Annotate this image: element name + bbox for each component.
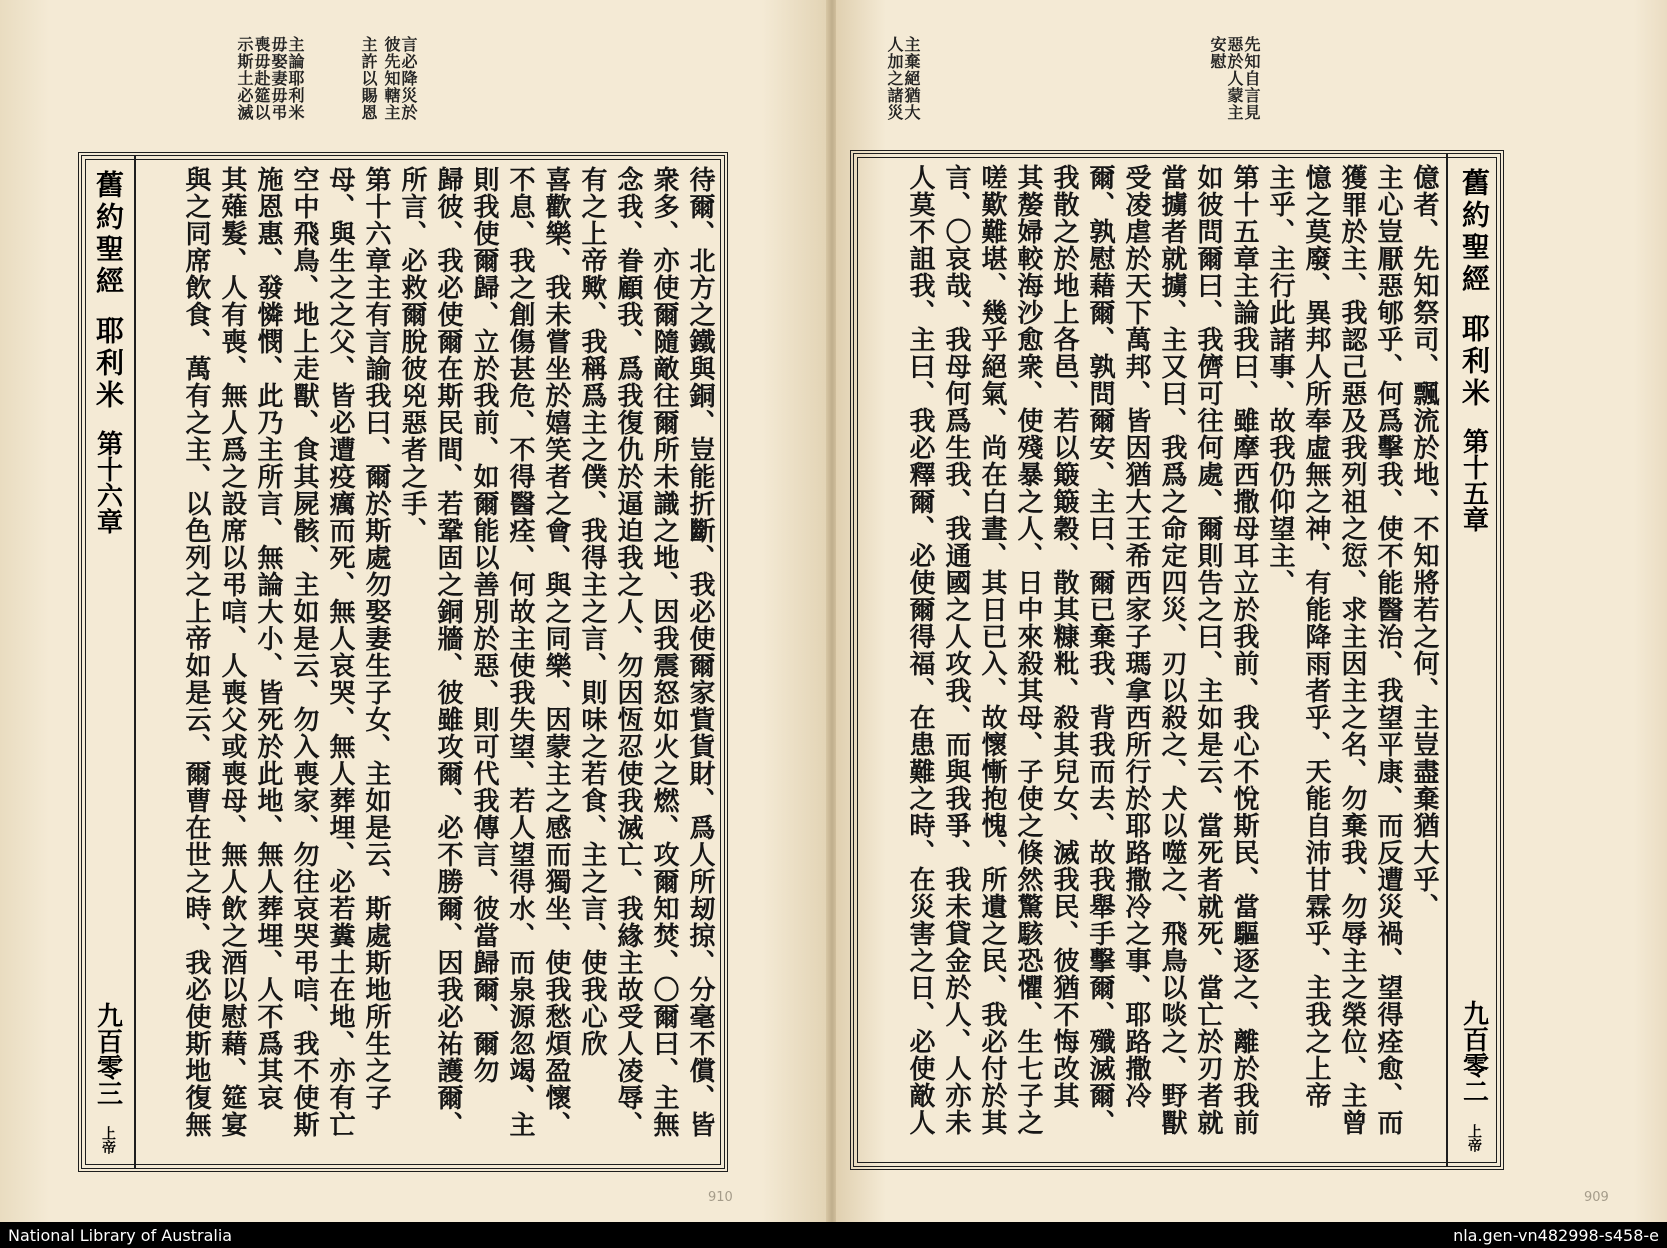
text-column: 衆多、亦使爾隨敵往爾所未識之地、因我震怒如火之燃、攻爾知焚、〇爾曰、主無	[649, 166, 679, 1138]
text-column: 歸彼、我必使爾在斯民間、若鞏固之銅牆、彼雖攻爾、必不勝爾、因我必祐護爾、	[433, 166, 463, 1138]
text-column: 母、與生之之父、皆必遭疫癘而死、無人哀哭、無人葬埋、必若糞土在地、亦有亡	[325, 166, 355, 1138]
sheet-number: 909	[1584, 1190, 1609, 1205]
text-column: 念我、眷顧我、爲我復仇於逼迫我之人、勿因恆忍使我滅亡、我緣主故受人凌辱、	[613, 166, 643, 1138]
text-column: 主乎、主行此諸事、故我仍仰望主、	[1265, 164, 1295, 596]
text-column: 嗟歎難堪、幾乎絕氣、尚在白晝、其日已入、故懷慚抱愧、所遺之民、我必付於其	[977, 164, 1007, 1136]
right-text-frame	[850, 150, 1504, 1170]
text-column: 空中飛鳥、地上走獸、食其屍骸、主如是云、勿入喪家、勿往哀哭弔唁、我不使斯	[289, 166, 319, 1138]
text-column: 當擄者就擄、主又曰、我爲之命定四災、刃以殺之、犬以噬之、飛鳥以啖之、野獸	[1157, 164, 1187, 1136]
text-column: 其薙髮、人有喪、無人爲之設席以弔唁、人喪父或喪母、無人飲之酒以慰藉、筵宴	[217, 166, 247, 1138]
running-title: 舊約聖經	[1458, 168, 1491, 296]
footer-institution: National Library of Australia	[8, 1225, 233, 1245]
text-column: 受凌虐於天下萬邦、皆因猶大王希西家子瑪拿西所行於耶路撒冷之事、耶路撒冷	[1121, 164, 1151, 1109]
left-text-frame	[78, 152, 728, 1172]
header-note: 主棄絕猶大人加之諸災	[885, 36, 921, 121]
right-running-head	[1446, 154, 1500, 1166]
text-column: 第十六章主有言諭我曰、爾於斯處勿娶妻生子女、主如是云、斯處斯地所生之子	[361, 166, 391, 1111]
text-column: 人莫不詛我、主曰、我必釋爾、必使爾得福、在患難之時、在災害之日、必使敵人	[905, 164, 935, 1136]
text-column: 喜歡樂、我未嘗坐於嬉笑者之會、與之同樂、因蒙主之感而獨坐、使我愁煩盈懷、	[541, 166, 571, 1138]
text-column: 如彼問爾曰、我儕可往何處、爾則告之曰、主如是云、當死者就死、當亡於刃者就	[1193, 164, 1223, 1136]
text-column: 其嫠婦較海沙愈衆、使殘暴之人、日中來殺其母、子使之倏然驚駭恐懼、生七子之	[1013, 164, 1043, 1136]
text-column: 憶之莫廢、異邦人所奉虛無之神、有能降雨者乎、天能自沛甘霖乎、主我之上帝	[1301, 164, 1331, 1109]
text-column: 所言、必救爾脫彼兇惡者之手、	[397, 166, 427, 544]
page-number: 九百零二	[1458, 1000, 1489, 1104]
left-body-columns	[140, 166, 718, 1158]
text-column: 與之同席飲食、萬有之主、以色列之上帝如是云、爾曹在世之時、我必使斯地復無	[181, 166, 211, 1138]
text-column: 則我使爾歸、立於我前、如爾能以善別於惡、則可代我傳言、彼當歸爾、爾勿	[469, 166, 499, 1084]
text-column: 不息、我之創傷甚危、不得醫痊、何故主使我失望、若人望得水、而泉源忽竭、主	[505, 166, 535, 1138]
right-page	[836, 0, 1667, 1222]
sheet-number: 910	[708, 1190, 733, 1205]
book-name: 耶利米	[92, 316, 125, 412]
left-running-head	[82, 156, 136, 1168]
left-header-notes	[235, 36, 418, 154]
text-column: 億者、先知祭司、飄流於地、不知將若之何、主豈盡棄猶大乎、	[1409, 164, 1439, 920]
left-page	[0, 0, 828, 1222]
text-column: 獲罪於主、我認己惡及我列祖之愆、求主因主之名、勿棄我、勿辱主之榮位、主曾	[1337, 164, 1367, 1136]
text-column: 第十五章主論我曰、雖摩西撒母耳立於我前、我心不悅斯民、當驅逐之、離於我前	[1229, 164, 1259, 1136]
header-note: 先知自言見惡於人蒙主安慰	[1208, 36, 1261, 121]
text-column: 有之上帝歟、我稱爲主之僕、我得主之言、則味之若食、主之言、使我心欣	[577, 166, 607, 1057]
footer-bar	[0, 1222, 1667, 1248]
text-column: 我散之於地上各邑、若以簸簸穀、散其糠粃、殺其兒女、滅我民、彼猶不悔改其	[1049, 164, 1079, 1109]
right-body-columns	[860, 164, 1442, 1156]
chapter-label: 第十六章	[92, 430, 123, 534]
chapter-label: 第十五章	[1458, 428, 1489, 532]
volume-label: 上帝	[100, 1126, 116, 1154]
running-title: 舊約聖經	[92, 170, 125, 298]
text-column: 爾、孰慰藉爾、孰問爾安、主曰、爾已棄我、背我而去、故我舉手擊爾、殲滅爾、	[1085, 164, 1115, 1136]
text-column: 施恩惠、發憐憫、此乃主所言、無論大小、皆死於此地、無人葬埋、人不爲其哀	[253, 166, 283, 1111]
book-name: 耶利米	[1458, 314, 1491, 410]
header-note: 主許以賜恩	[359, 36, 378, 121]
text-column: 主心豈厭惡郇乎、何爲擊我、使不能醫治、我望平康、而反遭災禍、望得痊愈、而	[1373, 164, 1403, 1136]
text-column: 待爾、北方之鐵與銅、豈能折斷、我必使爾家貲貨財、爲人所刼掠、分毫不償、皆	[685, 166, 715, 1138]
footer-identifier: nla.gen-vn482998-s458-e	[1453, 1225, 1659, 1245]
volume-label: 上帝	[1466, 1124, 1482, 1152]
header-note: 言必降災於彼先知轄主	[382, 36, 418, 121]
text-column: 言、〇哀哉、我母何爲生我、我通國之人攻我、而與我爭、我未貸金於人、人亦未	[941, 164, 971, 1136]
page-number: 九百零三	[92, 1002, 123, 1106]
right-header-notes	[866, 36, 1260, 154]
header-note: 主論耶利米毋娶妻毋弔喪毋赴筵以示斯土必滅	[235, 36, 305, 121]
